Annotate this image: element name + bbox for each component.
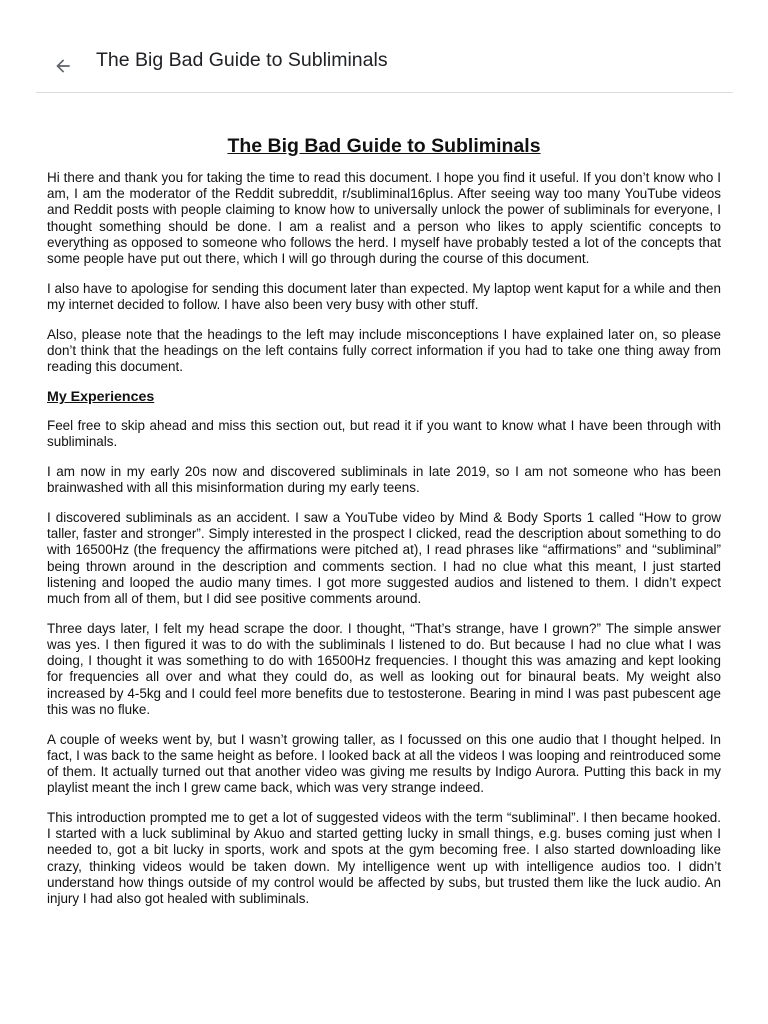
header-divider [36, 92, 733, 93]
document-title: The Big Bad Guide to Subliminals [227, 135, 541, 157]
section-paragraph: Three days later, I felt my head scrape the door. I thought, “That’s strange, have I grown?” The simple answer was yes. I then figured it was to do with the subliminals I listened to do. But because I had no clue what I was doing, I thought it was something to do with 16500Hz frequencies. I thought this was amazing and kept looking for frequencies all over and what they could do, as well as looking out for binaural beats. My weight also increased by 4-5kg and I could feel more benefits due to testosterone. Bearing in mind I was past pubescent age this was no fluke. [47, 620, 721, 717]
section-paragraph: This introduction prompted me to get a lot of suggested videos with the term “subliminal”. I then became hooked. I started with a luck subliminal by Akuo and started getting lucky in small things, e.g. buses coming just when I needed to, got a bit lucky in sports, work and spots at the gym becoming free. I also started downloading like crazy, thinking videos would be taken down. My intelligence went up with intelligence audios too. I didn’t understand how things outside of my control would be affected by subs, but trusted them like the luck audio. An injury I had also got healed with subliminals. [47, 810, 721, 907]
section-paragraph: I discovered subliminals as an accident. I saw a YouTube video by Mind & Body Sports 1 called “How to grow taller, faster and stronger”. Simply interested in the prospect I clicked, read the description about something to do with 16500Hz (the frequency the affirmations were pitched at), I read phrases like “affirmations” and “subliminal” being thrown around in the description and comments section. I had no clue what this meant, I just started listening and looped the audio many times. I got more suggested audios and listened to them. I didn’t expect much from all of them, but I did see positive comments around. [47, 510, 721, 607]
back-button[interactable] [44, 48, 82, 84]
top-bar [0, 0, 768, 93]
section-paragraph: A couple of weeks went by, but I wasn’t growing taller, as I focussed on this one audio that I thought helped. In fact, I was back to the same height as before. I looked back at all the videos I was looping and reintroduced some of them. It actually turned out that another video was giving me results by Indigo Aurora. Putting this back in my playlist meant the inch I grew came back, which was very strange indeed. [47, 731, 721, 796]
section-heading: My Experiences [47, 389, 155, 406]
header-title: The Big Bad Guide to Subliminals [96, 49, 388, 71]
intro-paragraph: I also have to apologise for sending this document later than expected. My laptop went kaput for a while and then my internet decided to follow. I have also been very busy with other stuff. [47, 280, 721, 313]
section-paragraph: I am now in my early 20s now and discovered subliminals in late 2019, so I am not someone who has been brainwashed with all this misinformation during my early teens. [47, 464, 721, 496]
intro-paragraph: Hi there and thank you for taking the time to read this document. I hope you find it useful. If you don’t know who I am, I am the moderator of the Reddit subreddit, r/subliminal16plus. After seeing way too many YouTube videos and Reddit posts with people claiming to know how to universally unlock the power of subliminals for everyone, I thought something should be done. I am a realist and a person who likes to apply scientific concepts to everything as opposed to someone who follows the herd. I myself have probably tested a lot of the concepts that some people have put out there, which I will go through during the course of this document. [47, 170, 721, 267]
arrow-left-icon [53, 56, 73, 76]
section-paragraph: Feel free to skip ahead and miss this section out, but read it if you want to know what I have been through with subliminals. [47, 418, 721, 450]
document-body [47, 134, 721, 921]
intro-paragraph: Also, please note that the headings to the left may include misconceptions I have explained later on, so please don’t think that the headings on the left contains fully correct information if you had to take one thing away from reading this document. [47, 326, 721, 375]
